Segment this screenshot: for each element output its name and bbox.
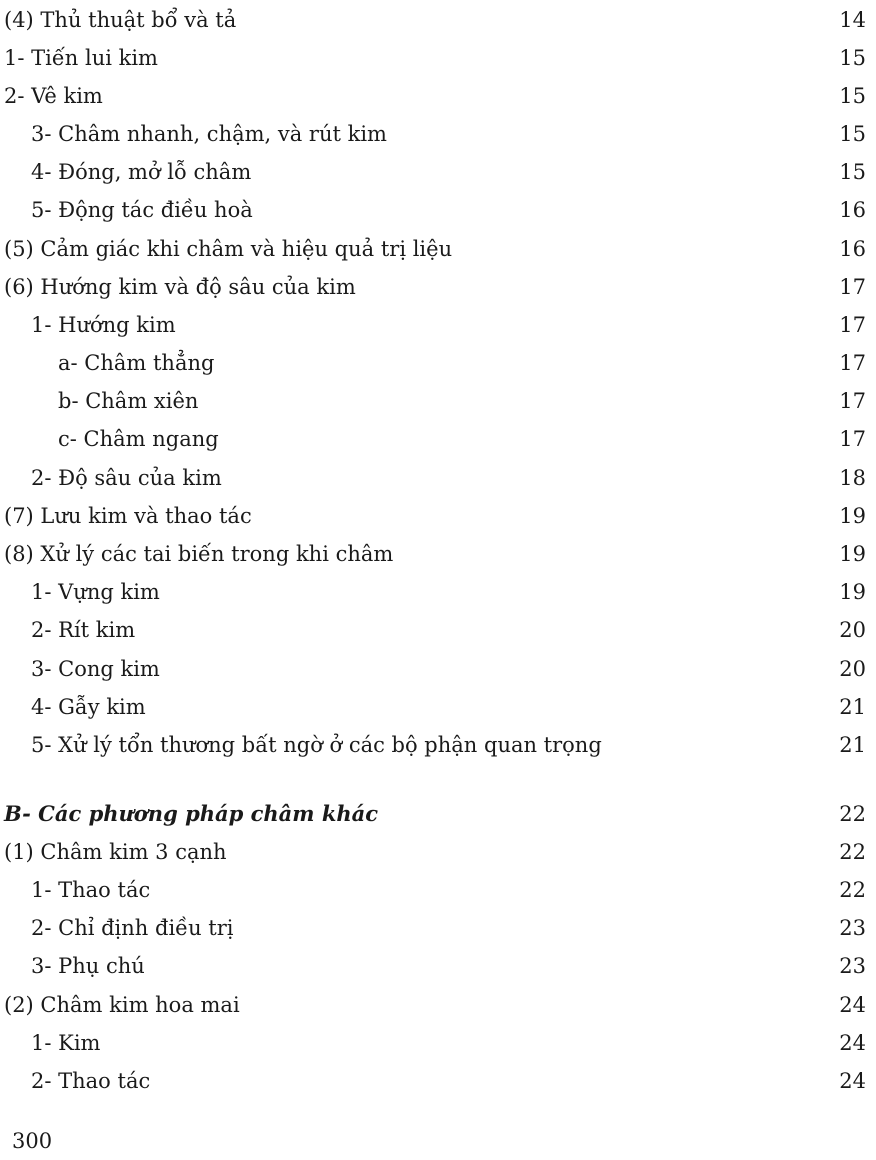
- toc-entry-page: 14: [839, 8, 866, 32]
- toc-entry-label: B- Các phương pháp châm khác: [4, 801, 379, 826]
- toc-entry-page: 23: [839, 916, 866, 940]
- toc-section-heading: [0, 795, 876, 833]
- toc-entry-page: 22: [839, 840, 866, 864]
- toc-entry-label: c- Châm ngang: [58, 427, 219, 451]
- toc-entry-page: 19: [839, 542, 866, 566]
- toc-entry: [0, 77, 876, 115]
- toc-entry-label: 5- Xử lý tổn thương bất ngờ ở các bộ phận quan trọng: [31, 733, 602, 757]
- toc-entry-page: 15: [839, 46, 866, 70]
- toc-entry-label: (2) Châm kim hoa mai: [4, 993, 240, 1017]
- toc-entry-page: 21: [839, 695, 866, 719]
- toc-entry-label: (4) Thủ thuật bổ và tả: [4, 8, 237, 32]
- toc-entry-page: 22: [839, 878, 866, 902]
- toc-entry-page: 16: [839, 198, 866, 222]
- page-number: 300: [12, 1129, 53, 1153]
- toc-entry: [0, 153, 876, 191]
- toc-entry: [0, 344, 876, 382]
- toc-entry: [0, 115, 876, 153]
- toc-entry-page: 17: [839, 351, 866, 375]
- toc-entry: [0, 497, 876, 535]
- toc-entry: [0, 909, 876, 947]
- toc-entry-page: 19: [839, 580, 866, 604]
- toc-entry: [0, 535, 876, 573]
- toc-entry: [0, 230, 876, 268]
- toc-entry-label: 1- Kim: [31, 1031, 101, 1055]
- toc-entry-label: 1- Hướng kim: [31, 313, 176, 337]
- toc-entry: [0, 420, 876, 458]
- toc-entry-page: 19: [839, 504, 866, 528]
- toc-entry-label: 1- Tiến lui kim: [4, 46, 158, 70]
- toc-entry-label: 2- Chỉ định điều trị: [31, 916, 234, 940]
- toc-entry-label: 5- Động tác điều hoà: [31, 198, 253, 222]
- toc-entry-label: a- Châm thẳng: [58, 351, 215, 375]
- toc-entry-label: (5) Cảm giác khi châm và hiệu quả trị liệu: [4, 237, 453, 261]
- toc-entry-label: (8) Xử lý các tai biến trong khi châm: [4, 542, 394, 566]
- toc-entry-label: (7) Lưu kim và thao tác: [4, 504, 252, 528]
- toc-entry: [0, 986, 876, 1024]
- toc-entry-page: 24: [839, 1031, 866, 1055]
- toc-entry-label: (1) Châm kim 3 cạnh: [4, 840, 227, 864]
- toc-entry-page: 21: [839, 733, 866, 757]
- toc-entry: [0, 871, 876, 909]
- toc-entry: [0, 382, 876, 420]
- toc-entry-page: 24: [839, 1069, 866, 1093]
- toc-entry-page: 17: [839, 427, 866, 451]
- toc-entry-page: 15: [839, 122, 866, 146]
- toc-entry: [0, 268, 876, 306]
- toc-entry-page: 24: [839, 993, 866, 1017]
- toc-entry-label: 2- Thao tác: [31, 1069, 151, 1093]
- toc-entry: [0, 650, 876, 688]
- toc-entry-page: 20: [839, 657, 866, 681]
- toc-entry-page: 22: [839, 802, 866, 826]
- toc-entry-page: 16: [839, 237, 866, 261]
- toc-entry-page: 20: [839, 618, 866, 642]
- toc-entry-label: 3- Châm nhanh, chậm, và rút kim: [31, 122, 387, 146]
- toc-entry: [0, 39, 876, 77]
- toc-entry-label: 1- Thao tác: [31, 878, 151, 902]
- toc-entry-label: (6) Hướng kim và độ sâu của kim: [4, 275, 356, 299]
- toc-entry: [0, 726, 876, 764]
- toc-entry: [0, 611, 876, 649]
- toc-entry-label: 4- Đóng, mở lỗ châm: [31, 160, 252, 184]
- toc-entry-label: 4- Gẫy kim: [31, 695, 146, 719]
- toc-entry-page: 15: [839, 160, 866, 184]
- toc-entry-page: 17: [839, 389, 866, 413]
- toc-entry-label: 3- Cong kim: [31, 657, 160, 681]
- toc-entry-label: 2- Rít kim: [31, 618, 136, 642]
- toc-entry: [0, 459, 876, 497]
- toc-entry: [0, 1024, 876, 1062]
- toc-entry: [0, 1, 876, 39]
- toc-entry-page: 23: [839, 954, 866, 978]
- toc-entry-page: 18: [839, 466, 866, 490]
- toc-entry-page: 15: [839, 84, 866, 108]
- toc-entry-label: 3- Phụ chú: [31, 954, 145, 978]
- toc-entry-label: 2- Vê kim: [4, 84, 103, 108]
- toc-entry: [0, 573, 876, 611]
- toc-entry-page: 17: [839, 275, 866, 299]
- toc-entry: [0, 833, 876, 871]
- toc-entry: [0, 1062, 876, 1100]
- toc-entry: [0, 947, 876, 985]
- toc-entry-label: 1- Vựng kim: [31, 580, 160, 604]
- toc-entry-page: 17: [839, 313, 866, 337]
- toc-entry-label: b- Châm xiên: [58, 389, 199, 413]
- toc-entry: [0, 191, 876, 229]
- toc-entry: [0, 688, 876, 726]
- toc-entry-label: 2- Độ sâu của kim: [31, 466, 222, 490]
- toc-entry: [0, 306, 876, 344]
